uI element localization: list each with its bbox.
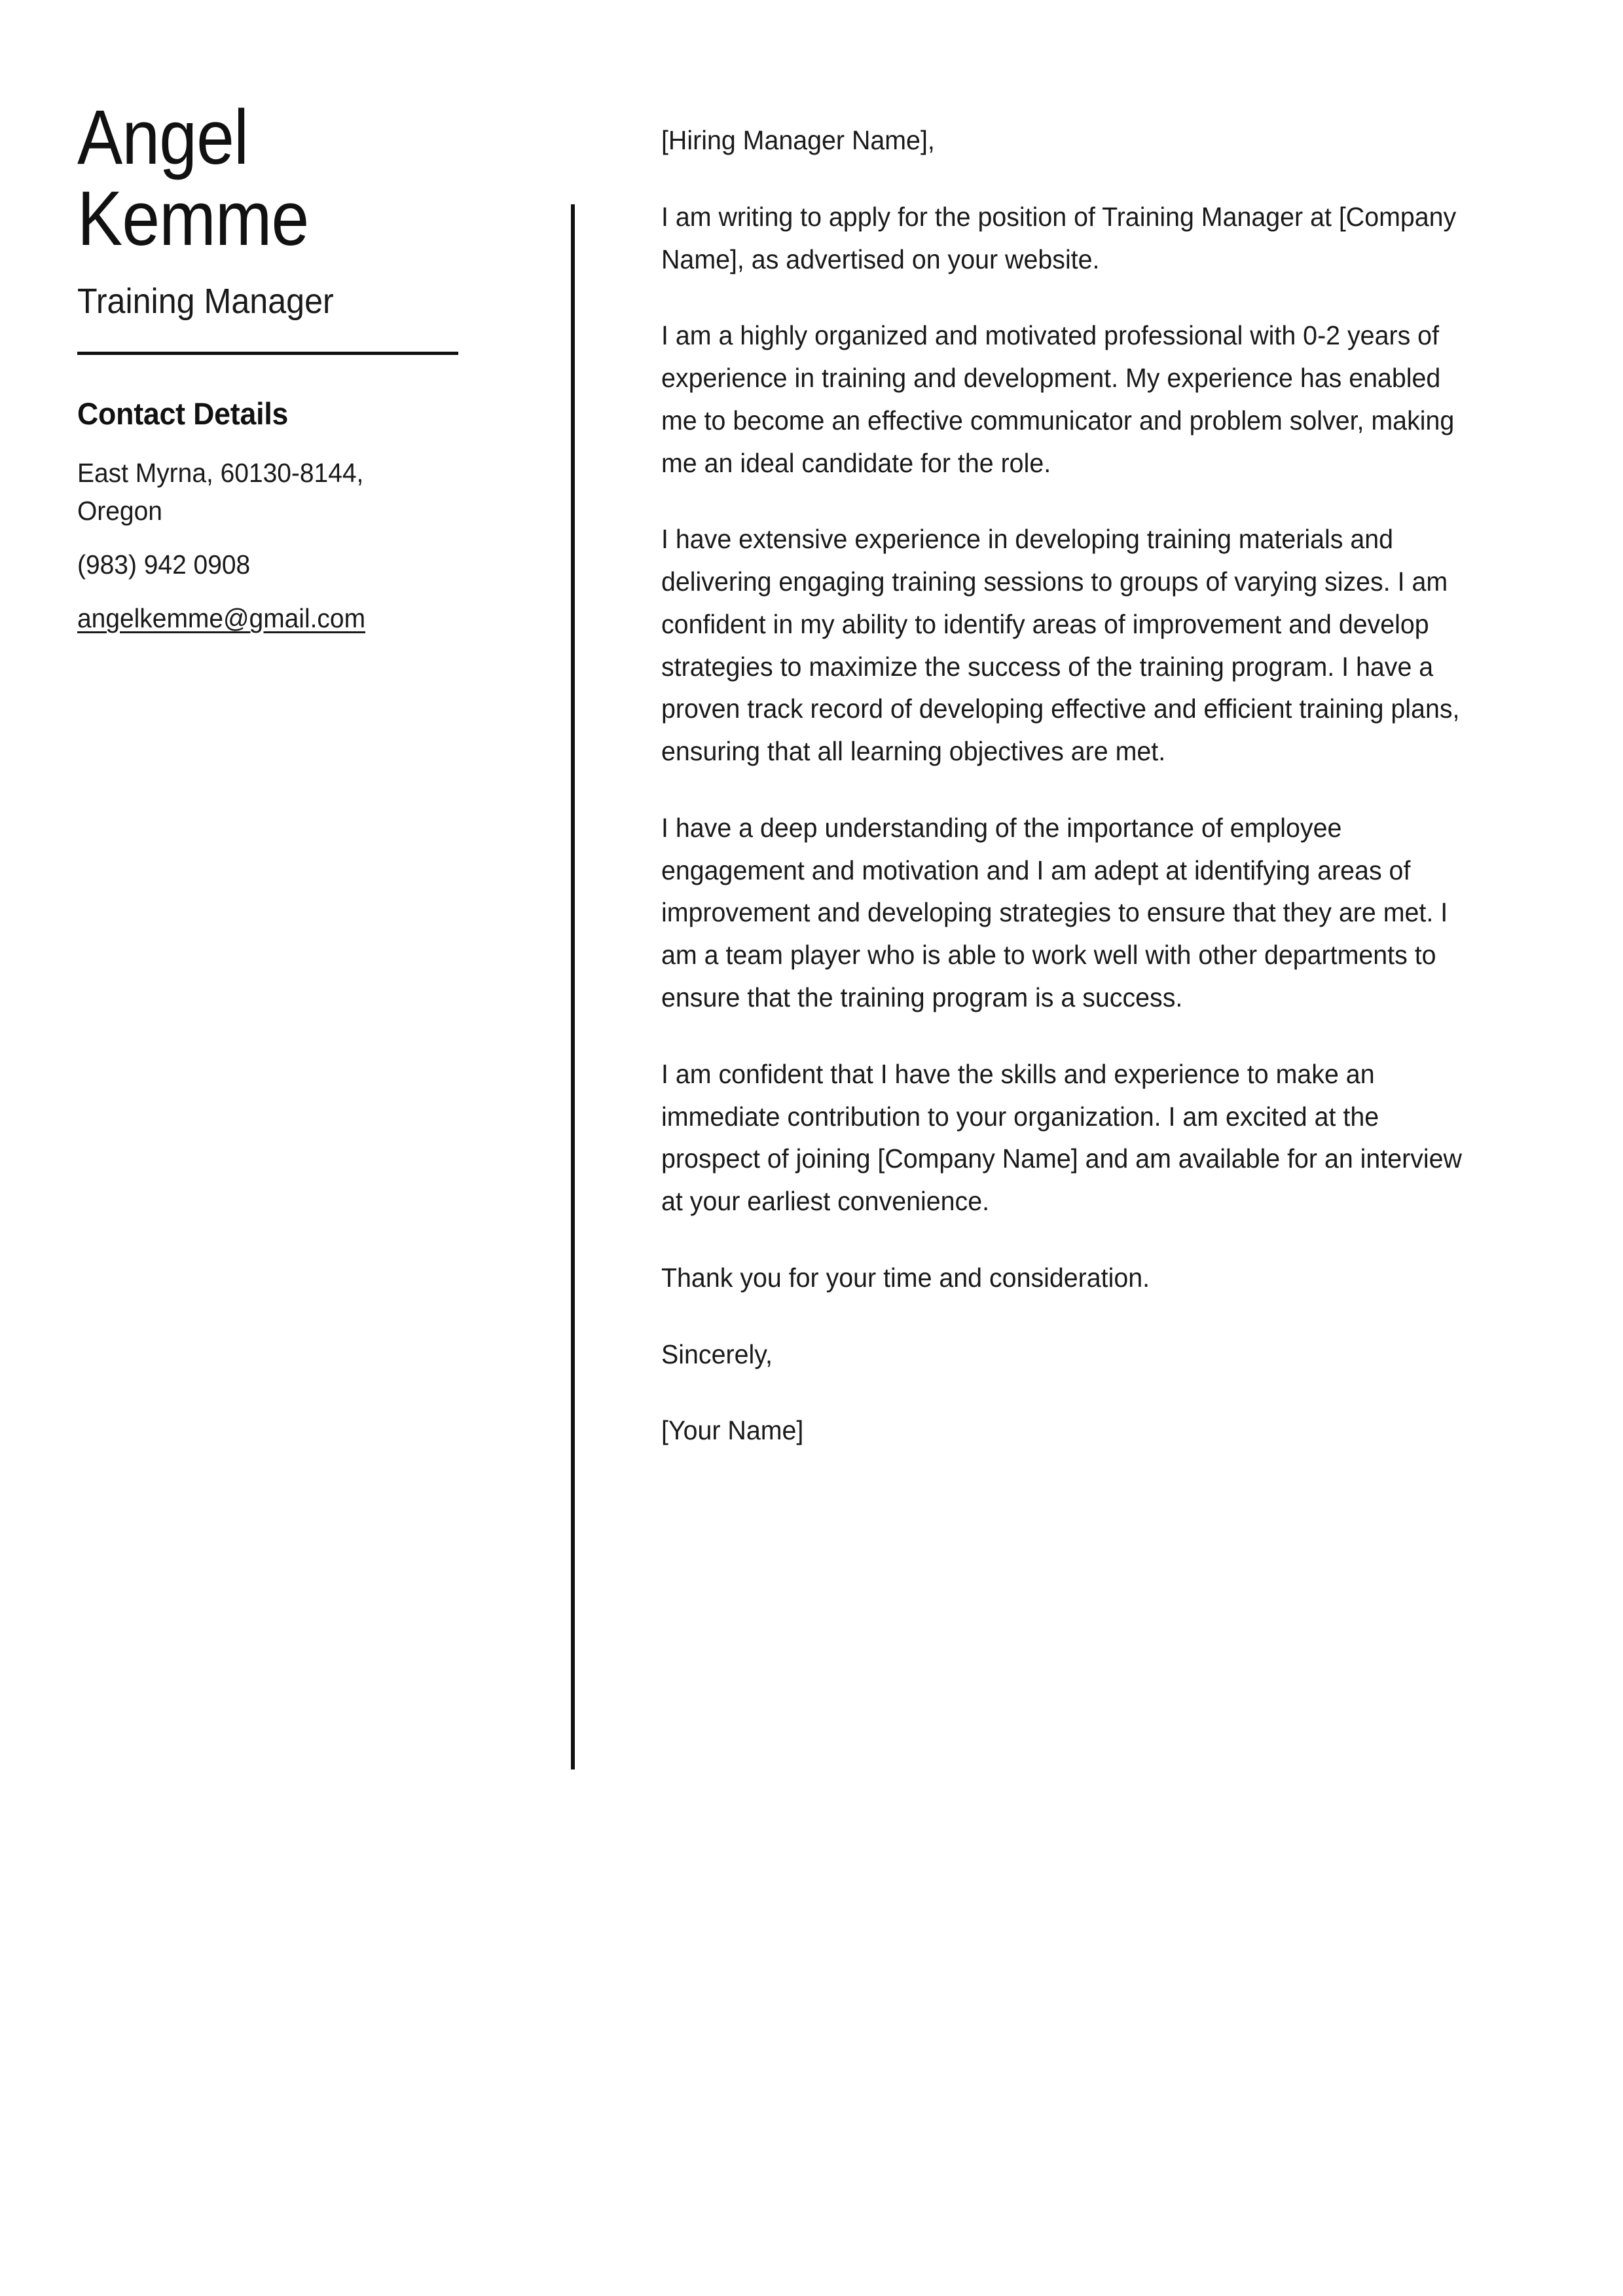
letter-paragraph-1: I am writing to apply for the position of Training Manager at [Company Name], as advertised on your website. [661,201,1457,274]
contact-phone: (983) 942 0908 [77,549,251,580]
contact-email-link[interactable]: angelkemme@gmail.com [77,603,366,634]
candidate-name [77,94,483,263]
letter-paragraph-4: I have a deep understanding of the importance of employee engagement and motivation and I am adept at identifying areas of improvement and developing strategies to ensure that they are met. I am a team player who is able to work well with other departments to ensure that the training program is a success. [661,812,1448,1013]
letter-thanks: Thank you for your time and consideration. [661,1262,1150,1293]
sidebar [77,94,483,654]
vertical-divider [571,204,575,1769]
contact-details-heading: Contact Details [77,396,289,431]
letter-signature: [Your Name] [661,1415,804,1446]
letter-paragraph-5: I am confident that I have the skills and experience to make an immediate contribution to your organization. I am excited at the prospect of joining [Company Name] and am available for an interview at your earliest convenience. [661,1058,1462,1217]
candidate-last-name: Kemme [77,176,309,263]
contact-details-list [77,454,483,654]
letter-closing: Sincerely, [661,1339,773,1369]
letter-paragraph-3: I have extensive experience in developing training materials and delivering engaging training sessions to groups of varying sizes. I am confident in my ability to identify areas of improvement and develop strategies to maximize the success of the training program. I have a proven track record of developing effective and efficient training plans, ensuring that all learning objectives are met. [661,524,1460,767]
letter-salutation: [Hiring Manager Name], [661,125,935,155]
contact-address: East Myrna, 60130-8144, Oregon [77,457,364,526]
candidate-job-title: Training Manager [77,281,334,321]
sidebar-divider-rule [77,352,458,355]
letter-paragraph-2: I am a highly organized and motivated professional with 0-2 years of experience in training and development. My experience has enabled me to become an effective communicator and problem solver, making me an ideal candidate for the role. [661,320,1455,478]
letter-body [661,119,1506,1452]
candidate-first-name: Angel [77,94,249,181]
